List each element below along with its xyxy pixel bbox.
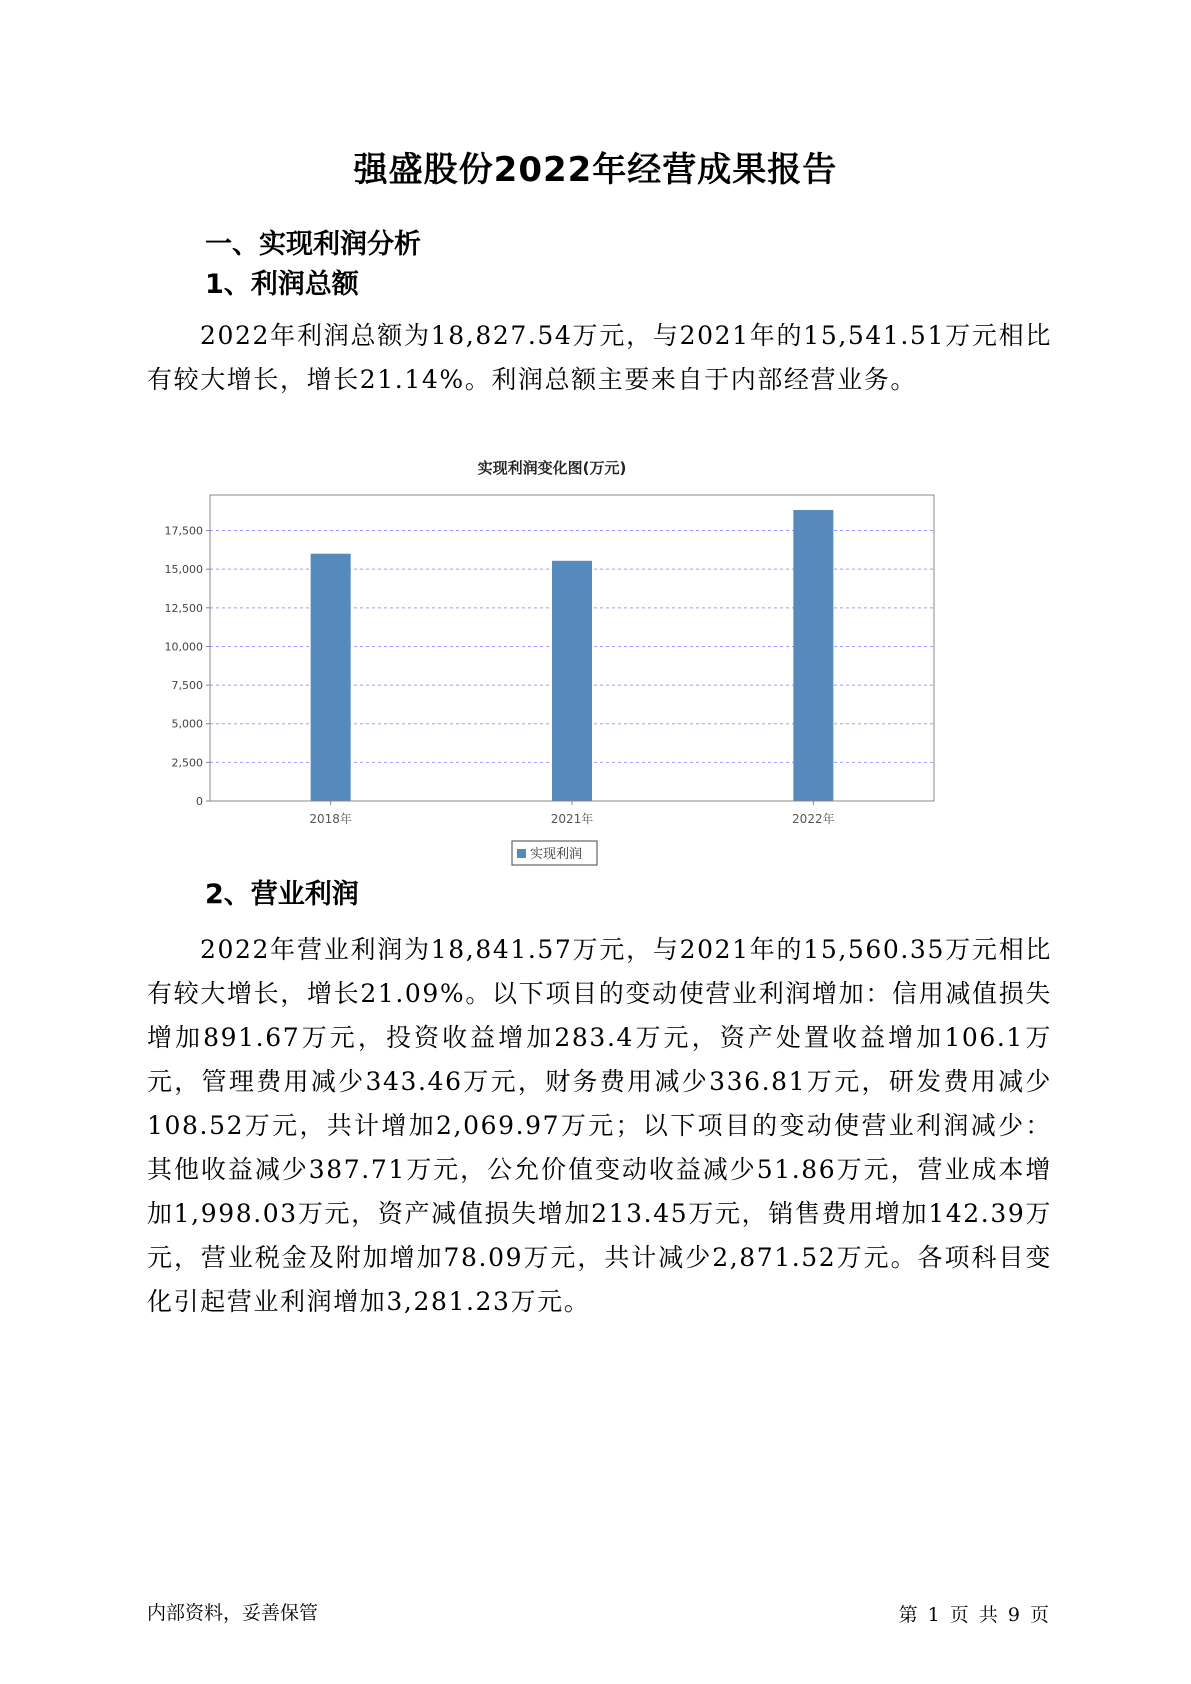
- y-tick-label: 15,000: [164, 563, 203, 577]
- y-tick-label: 12,500: [164, 601, 203, 615]
- paragraph-operating-profit: 2022年营业利润为18,841.57万元，与2021年的15,560.35万元相比有较大增长，增长21.09%。以下项目的变动使营业利润增加：信用减值损失增加891.67万元，投资收益增加283.4万元，资产处置收益增加106.1万元，管理费用减少343.46万元，财务费用减少336.81万元，研发费用减少108.52万元，共计增加2,069.97万元；以下项目的变动使营业利润减少：其他收益减少387.71万元，公允价值变动收益减少51.86万元，营业成本增加1,998.03万元，资产减值损失增加213.45万元，销售费用增加142.39万元，营业税金及附加增加78.09万元，共计减少2,871.52万元。各项科目变化引起营业利润增加3,281.23万元。: [147, 935, 1052, 1316]
- chart-canvas: [150, 455, 1050, 915]
- y-tick-label: 5,000: [171, 717, 203, 731]
- bar-2018年: [311, 554, 351, 801]
- x-tick-label: 2021年: [550, 812, 594, 826]
- paragraph-total-profit: 2022年利润总额为18,827.54万元，与2021年的15,541.51万元相比有较大增长，增长21.14%。利润总额主要来自于内部经营业务。: [147, 321, 1052, 394]
- x-tick-label: 2022年: [792, 812, 835, 826]
- chart-bars: [311, 510, 834, 801]
- bar-2022年: [793, 510, 833, 801]
- profit-bar-chart: [150, 455, 1050, 915]
- y-tick-label: 10,000: [164, 640, 203, 654]
- footer-page-number: 第 1 页 共 9 页: [898, 1604, 1051, 1626]
- legend-swatch: [517, 849, 526, 858]
- chart-legend: [512, 841, 597, 865]
- legend-label: 实现利润: [530, 847, 583, 862]
- chart-title: 实现利润变化图(万元): [477, 459, 627, 477]
- subsection-heading-total-profit: 1、利润总额: [205, 269, 359, 300]
- x-tick-label: 2018年: [309, 812, 352, 826]
- subsection-heading-operating-profit: 2、营业利润: [205, 879, 359, 910]
- y-tick-label: 2,500: [171, 756, 203, 770]
- y-tick-label: 17,500: [164, 524, 203, 538]
- section-heading-profit-analysis: 一、实现利润分析: [205, 229, 421, 260]
- y-tick-label: 7,500: [171, 679, 203, 693]
- footer-confidential-note: 内部资料，妥善保管: [147, 1602, 319, 1624]
- document-title: 强盛股份2022年经营成果报告: [353, 150, 838, 190]
- x-axis-labels: [309, 801, 834, 826]
- y-axis-ticks: [165, 525, 211, 808]
- bar-2021年: [552, 561, 592, 801]
- y-tick-label: 0: [196, 795, 203, 808]
